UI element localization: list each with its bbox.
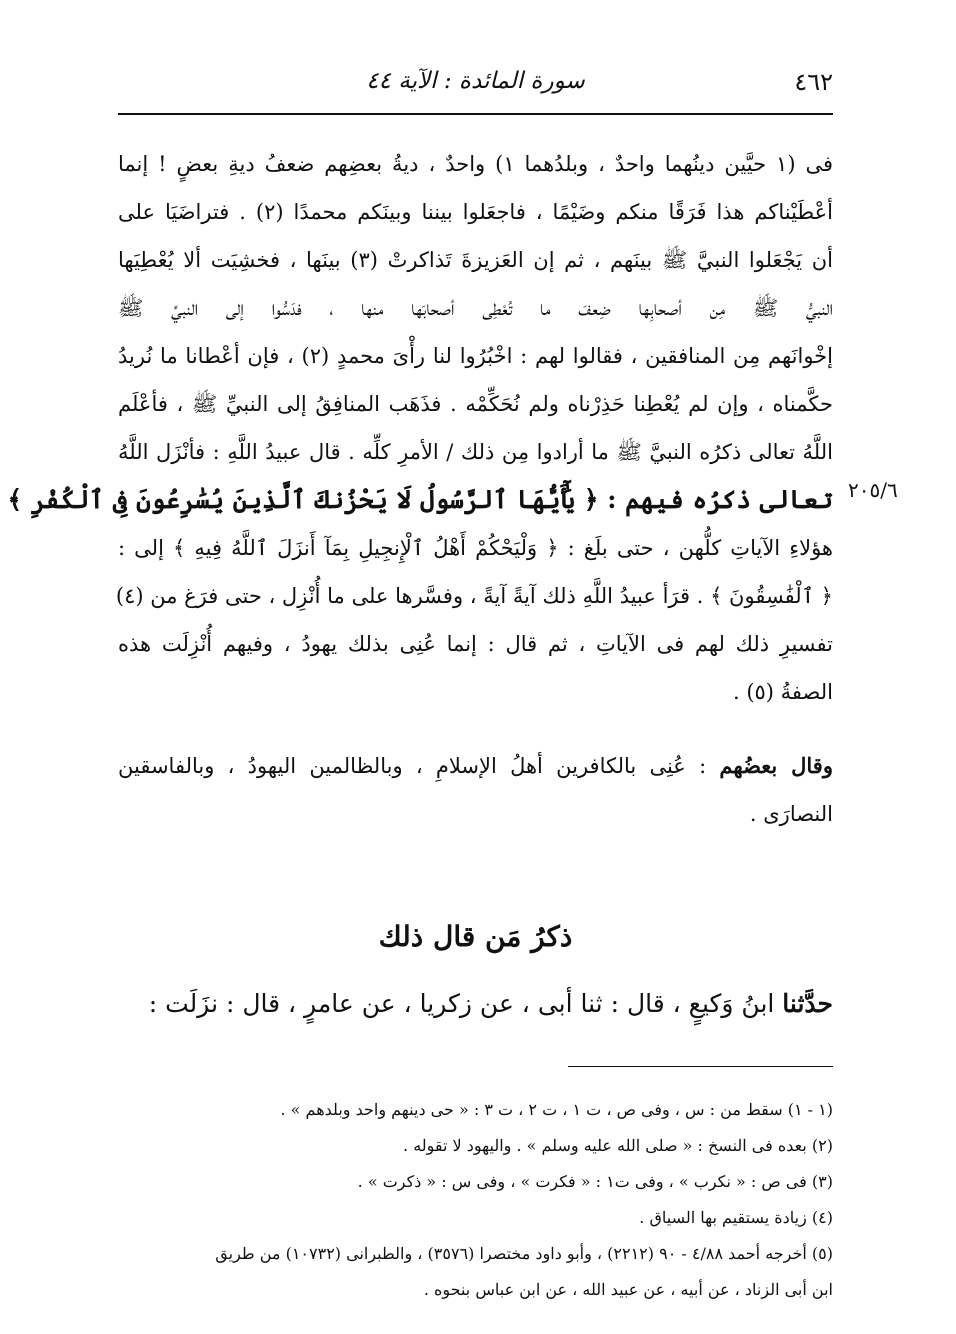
- isnad-line: [118, 980, 833, 1028]
- paragraph-text: : عُنِى بالكافرين أهلُ الإسلامِ ، وبالظالمين اليهودُ ، وبالفاسقين: [118, 754, 720, 778]
- main-text: [7, 140, 833, 838]
- paragraph-line: النصارَى .: [749, 802, 833, 826]
- isnad-text: ابنُ وَكيعٍ ، قال : ثنا أبى ، عن زكريا ، عن عامرٍ ، قال : نزَلَت :: [148, 989, 783, 1018]
- paragraph-gap: [118, 716, 833, 742]
- header-rule: [118, 113, 833, 115]
- footnote: ابن أبى الزناد ، عن أبيه ، عن عبيد الله ، عن ابن عباس بنحوه .: [423, 1280, 833, 1299]
- body-line: فى (١ حيَّين دينُهما واحدٌ ، وبلدُهما ١) واحدٌ ، ديةُ بعضِهم ضعفُ ديةِ بعضٍ ! إنما: [118, 152, 833, 176]
- footnote: (٣) فى ص : « نكرب » ، وفى ت١ : « فكرت » ، وفى س : « ذكرت » .: [357, 1172, 833, 1191]
- footnote: (٤) زيادة يستقيم بها السياق .: [639, 1208, 833, 1227]
- footnote: (٥) أخرجه أحمد ٤/٨٨ - ٩٠ (٢٢١٢) ، وأبو داود مختصرا (٣٥٧٦) ، والطبرانى (١٠٧٣٢) من طريق: [215, 1244, 833, 1263]
- paragraph-lead: وقال بعضُهم: [719, 753, 833, 778]
- body-line: الصفةُ (٥) .: [732, 680, 833, 704]
- isnad-lead: حدَّثنا: [782, 989, 833, 1018]
- running-title: سورة المائدة : الآية ٤٤: [366, 68, 585, 94]
- section-heading: ذكرُ مَن قال ذلك: [378, 920, 573, 953]
- footnote: (٢) بعده فى النسخ : « صلى الله عليه وسلم » . واليهود لا تقوله .: [403, 1136, 833, 1155]
- body-line: أعْطَيْناكم هذا فَرَقًا منكم وضَيْمًا ، فاجعَلوا بيننا وبينَكم محمدًا (٢) . فتراضَيَا على: [118, 200, 833, 224]
- body-line: أن يَجْعَلوا النبيَّ ﷺ بينَهم ، ثم إن العَزيزةَ تَذاكرتْ (٣) بينَها ، فخشِيَت ألا يُعْطِيَها: [118, 248, 833, 272]
- body-line: إخْوانَهم مِن المنافقين ، فقالوا لهم : اخْبُرُوا لنا رأْىَ محمدٍ (٢) ، فإن أعْطانا ما نُريدُ: [118, 344, 833, 368]
- body-line: تفسيرِ ذلك لهم فى الآياتِ ، ثم قال : إنما عُنِى بذلك يهودُ ، وفيهم أُنْزِلَت هذه: [118, 632, 833, 656]
- page-header: [118, 62, 833, 104]
- quran-verse-line: تعالى ذكرُه فيهم : ﴿ يَٰٓأَيُّهَا ٱلرَّسُولُ لَا يَحْزُنكَ ٱلَّذِينَ يُسَٰرِعُونَ فِى ٱلْكُفْرِ ﴾: [7, 485, 833, 514]
- footnote: (١ - ١) سقط من : س ، وفى ص ، ت ١ ، ت ٢ ، ت ٣ : « حى دينهم واحد وبلدهم » .: [280, 1100, 833, 1119]
- footnote-rule: [568, 1066, 833, 1067]
- body-line: النبيُّ ﷺ مِن أصحابِها ضِعفَ ما تُعْطِى أصحابَها منها ، فدَسُّوا إلى النبيِّ ﷺ: [118, 296, 833, 320]
- paragraph-line: [118, 742, 833, 790]
- margin-volume-page-reference: ٢٠٥/٦: [848, 478, 898, 502]
- page-number: ٤٦٢: [794, 68, 833, 96]
- body-line: حكَّمناه ، وإن لم يُعْطِنا حَذِرْناه ولم نُحَكِّمْه . فذَهَب المنافِقُ إلى النبيِّ ﷺ ، فأعْلَم: [118, 392, 833, 416]
- footnotes: [118, 1092, 833, 1308]
- body-line: ﴿ ٱلْفَٰسِقُونَ ﴾ . قرَأ عبيدُ اللَّهِ ذلك آيةً آيةً ، وفسَّرها على ما أُنْزِل ، حتى فرَغ من (٤): [115, 584, 833, 608]
- body-line: اللَّهُ تعالى ذكرُه النبيَّ ﷺ ما أرادوا مِن ذلك / الأمرِ كلِّه . قال عبيدُ اللَّهِ : فأنْزَل اللَّهُ: [118, 440, 833, 464]
- body-line: هؤلاءِ الآياتِ كلُّهن ، حتى بلَغ : ﴿ وَلْيَحْكُمْ أَهْلُ ٱلْإِنجِيلِ بِمَآ أَنزَلَ ٱللَّهُ فِيهِ ﴾ إلى :: [118, 536, 833, 560]
